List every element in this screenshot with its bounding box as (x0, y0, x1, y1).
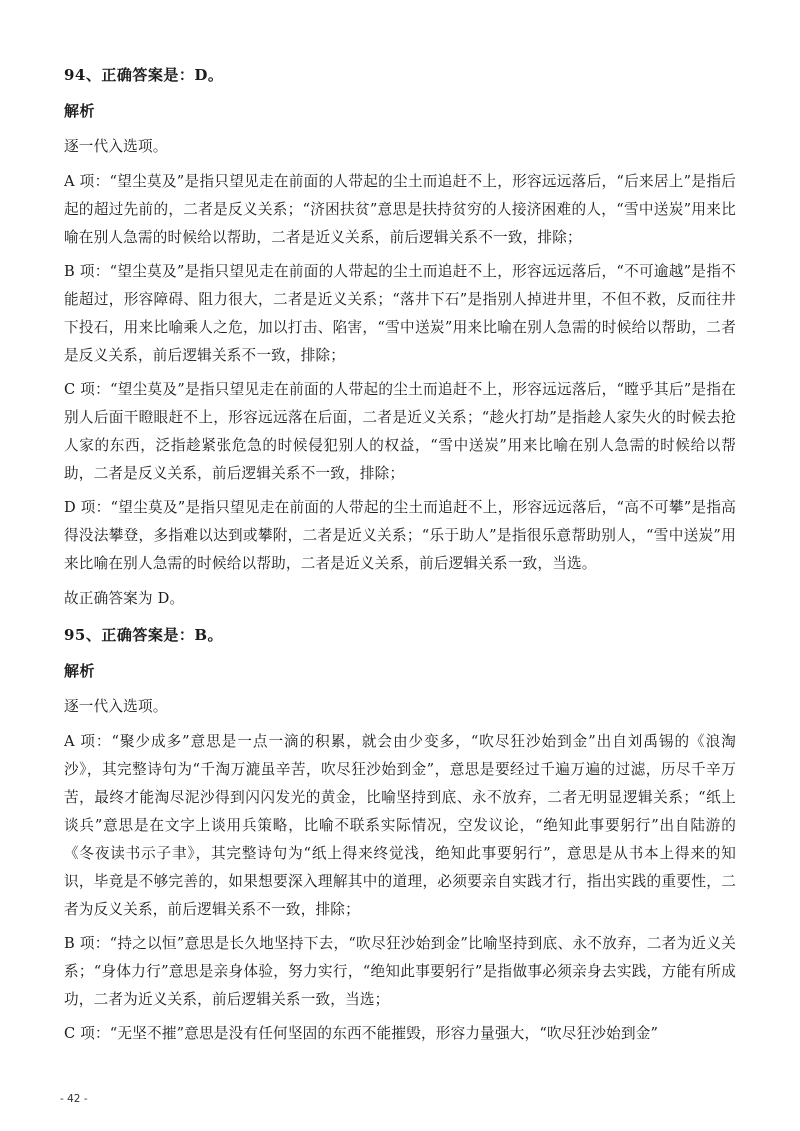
page-content (64, 60, 736, 1054)
question-95-option-c: C 项：“无坚不摧”意思是没有任何坚固的东西不能摧毁，形容力量强大，“吹尽狂沙始到金” (64, 1025, 659, 1042)
question-94-answer-heading: 94、正确答案是：D。 (64, 66, 224, 84)
page-number: - 42 - (60, 1093, 88, 1105)
question-95-answer-heading: 95、正确答案是：B。 (64, 626, 224, 644)
question-95-intro: 逐一代入选项。 (64, 698, 168, 715)
question-94-analysis-label: 解析 (64, 102, 96, 120)
question-95-option-a: A 项：“聚少成多”意思是一点一滴的积累，就会由少变多，“吹尽狂沙始到金”出自刘禹锡的《浪淘沙》，其完整诗句为“千淘万漉虽辛苦，吹尽狂沙始到金”，意思是要经过千遍万遍的过滤，历尽千辛万苦，最终才能淘尽泥沙得到闪闪发光的黄金，比喻坚持到底、永不放弃，二者无明显逻辑关系；“纸上谈兵”意思是在文字上谈用兵策略，比喻不联系实际情况，空发议论，“绝知此事要躬行”出自陆游的《冬夜读书示子聿》，其完整诗句为“纸上得来终觉浅，绝知此事要躬行”，意思是从书本上得来的知识，毕竟是不够完善的，如果想要深入理解其中的道理，必须要亲自实践才行，指出实践的重要性，二者为反义关系，前后逻辑关系不一致，排除； (64, 733, 736, 918)
question-94-option-c: C 项：“望尘莫及”是指只望见走在前面的人带起的尘土而追赶不上，形容远远落后，“瞠乎其后”是指在别人后面干瞪眼赶不上，形容远远落在后面，二者是近义关系；“趁火打劫”是指趁人家失火的时候去抢人家的东西，泛指趁紧张危急的时候侵犯别人的权益，“雪中送炭”用来比喻在别人急需的时候给以帮助，二者是反义关系，前后逻辑关系不一致，排除； (64, 381, 736, 482)
question-94-intro: 逐一代入选项。 (64, 138, 168, 155)
question-95-analysis-label: 解析 (64, 662, 96, 680)
question-94-option-b: B 项：“望尘莫及”是指只望见走在前面的人带起的尘土而追赶不上，形容远远落后，“不可逾越”是指不能超过，形容障碍、阻力很大，二者是近义关系；“落井下石”是指别人掉进井里，不但不救，反而往井下投石，用来比喻乘人之危，加以打击、陷害，“雪中送炭”用来比喻在别人急需的时候给以帮助，二者是反义关系，前后逻辑关系不一致，排除； (64, 263, 736, 364)
question-94-conclusion: 故正确答案为 D。 (64, 590, 185, 607)
question-94-option-a: A 项：“望尘莫及”是指只望见走在前面的人带起的尘土而追赶不上，形容远远落后，“后来居上”是指后起的超过先前的，二者是反义关系；“济困扶贫”意思是扶持贫穷的人接济困难的人，“雪中送炭”用来比喻在别人急需的时候给以帮助，二者是近义关系，前后逻辑关系不一致，排除； (64, 173, 736, 246)
question-94-option-d: D 项：“望尘莫及”是指只望见走在前面的人带起的尘土而追赶不上，形容远远落后，“高不可攀”是指高得没法攀登，多指难以达到或攀附，二者是近义关系；“乐于助人”是指很乐意帮助别人，“雪中送炭”用来比喻在别人急需的时候给以帮助，二者是近义关系，前后逻辑关系一致，当选。 (64, 499, 736, 572)
question-95-option-b: B 项：“持之以恒”意思是长久地坚持下去，“吹尽狂沙始到金”比喻坚持到底、永不放弃，二者为近义关系；“身体力行”意思是亲身体验，努力实行，“绝知此事要躬行”是指做事必须亲身去实践，方能有所成功，二者为近义关系，前后逻辑关系一致，当选； (64, 935, 736, 1008)
